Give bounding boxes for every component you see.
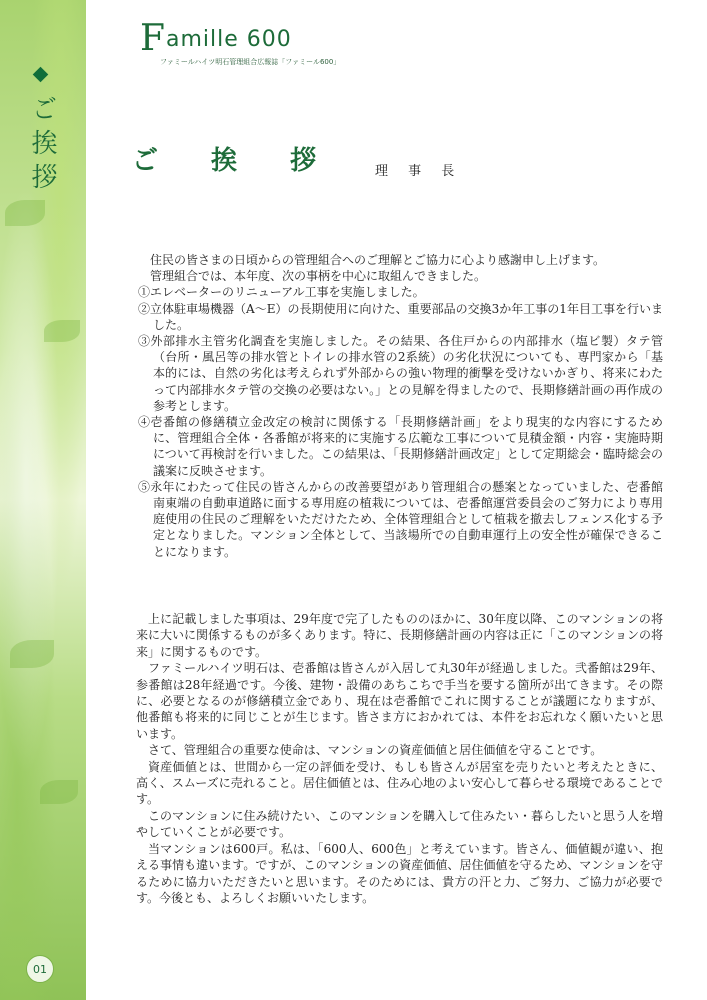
page-number: 01 — [26, 955, 54, 983]
body-paragraph: ファミールハイツ明石は、壱番館は皆さんが入居して丸30年が経過しました。弐番館は29年、参番館は28年経過です。今後、建物・設備のあちこちで手当を要する箇所が出てきます。その際に、必要となるのが修繕積立金であり、現在は壱番館でこれに関することが議題になりますが、他番館も将来的に同じことが生じます。皆さま方におかれては、本件をお忘れなく願いたいと思います。 — [136, 661, 663, 741]
leaf-decoration — [40, 780, 78, 804]
decorative-sidebar — [0, 0, 86, 1000]
list-item: ①エレベーターのリニューアル工事を実施しました。 — [138, 285, 425, 300]
intro-paragraph: 住民の皆さまの日頃からの管理組合へのご理解とご協力に心より感謝申し上げます。 — [150, 253, 606, 267]
body-section — [136, 611, 663, 906]
magazine-logo — [140, 18, 340, 67]
page-title: ご 挨 拶 — [132, 146, 339, 176]
body-paragraph: さて、管理組合の重要な使命は、マンションの資産価値と居住価値を守ることです。 — [148, 743, 603, 758]
body-paragraph: 資産価値とは、世間から一定の評価を受け、もしも皆さんが居室を売りたいと考えたときに、高く、スムーズに売れること。居住価値とは、住み心地のよい安心して暮らせる環境であることです。 — [136, 759, 663, 807]
sidebar-title: ご挨拶 — [27, 95, 57, 197]
list-item: ②立体駐車場機器（A〜E）の長期使用に向けた、重要部品の交換3か年工事の1年目工事を行いました。 — [138, 301, 663, 332]
logo-initial: F — [140, 18, 166, 59]
logo-subtitle: ファミールハイツ明石管理組合広報誌「ファミール600」 — [160, 58, 341, 66]
author-label: 理 事 長 — [375, 164, 463, 179]
intro-paragraph: 管理組合では、本年度、次の事柄を中心に取組んできました。 — [150, 269, 487, 284]
leaf-decoration — [10, 640, 54, 668]
diamond-bullet-icon — [33, 67, 49, 83]
list-item: ③外部排水主管劣化調査を実施しました。その結果、各住戸からの内部排水（塩ビ製）タテ管（台所・風呂等の排水管とトイレの排水管の2系統）の劣化状況についても、専門家から「基本的には、自然の劣化は考えられず外部からの強い物理的衝撃を受けないかぎり、将来にわたって内部排水タテ管の交換の必要はない。」との見解を得ましたので、長期修繕計画の再作成の参考とします。 — [138, 334, 663, 413]
list-item: ⑤永年にわたって住民の皆さんからの改善要望があり管理組合の懸案となっていました、壱番館南東端の自動車道路に面する専用庭の植栽については、壱番館運営委員会のご努力により専用庭使用の住民のご理解をいただけたため、全体管理組合として植栽を撤去しフェンス化する予定となりました。マンション全体として、当該場所での自動車運行上の安全性が確保できることになります。 — [138, 479, 663, 559]
logo-text: amille 600 — [165, 27, 292, 52]
body-paragraph: 上に記載しました事項は、29年度で完了したもののほかに、30年度以降、このマンションの将来に大いに関係するものが多くあります。特に、長期修繕計画の内容は正に「このマンションの将来」に関するものです。 — [136, 612, 663, 659]
body-paragraph: 当マンションは600戸。私は、「600人、600色」と考えています。皆さん、価値観が違い、抱える事情も違います。ですが、このマンションの資産価値、居住価値を守るため、マンションを守るために協力いただきたいと思います。そのためには、貴方の汗と力、ご努力、ご協力が必要です。今後とも、よろしくお願いいたします。 — [136, 841, 663, 905]
leaf-decoration — [44, 320, 80, 342]
intro-section — [138, 252, 663, 560]
leaf-decoration — [5, 200, 45, 226]
list-item: ④壱番館の修繕積立金改定の検討に関係する「長期修繕計画」をより現実的な内容にするために、管理組合全体・各番館が将来的に実施する広範な工事について見積金額・内容・実施時期について再検討を行いました。この結果は、「長期修繕計画改定」として定期総会・臨時総会の議案に反映させます。 — [138, 415, 663, 478]
body-paragraph: このマンションに住み続けたい、このマンションを購入して住みたい・暮らしたいと思う人を増やしていくことが必要です。 — [136, 808, 663, 840]
